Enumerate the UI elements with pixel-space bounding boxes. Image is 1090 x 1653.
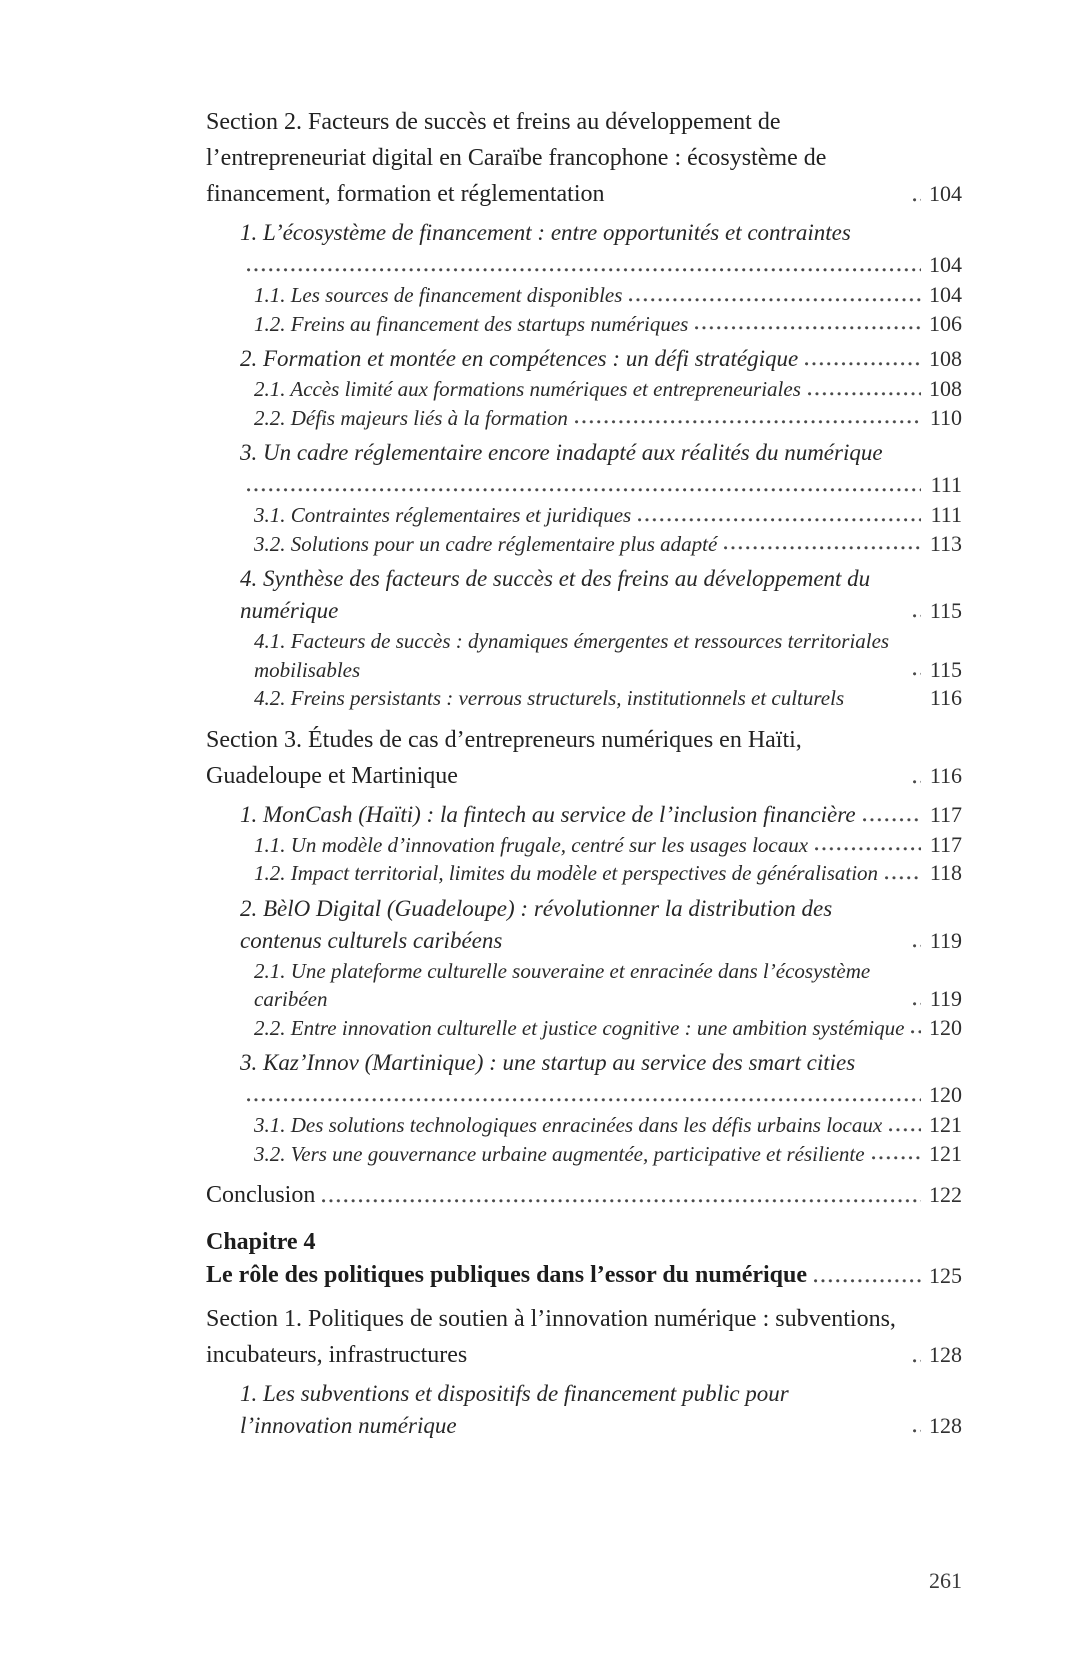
toc-entry-title: 3. Kaz’Innov (Martinique) : une startup au service des smart cities (240, 1050, 856, 1075)
toc-entry-page: 117 (929, 801, 962, 827)
dot-leader (247, 488, 921, 492)
dot-leader (885, 876, 921, 880)
toc-entry (206, 530, 962, 559)
dot-leader (815, 847, 921, 851)
toc-entry (206, 501, 962, 530)
toc-entry-page: 106 (929, 310, 962, 336)
toc-entry (206, 343, 962, 375)
toc-entry-title: Section 1. Politiques de soutien à l’innovation numérique : subventions, incubateurs, infrastructures (206, 1306, 896, 1368)
toc-entry-page: 111 (930, 472, 962, 497)
toc-entry (206, 831, 962, 860)
toc-entry (206, 375, 962, 404)
toc-entry (206, 1378, 962, 1442)
toc-entry-page: 120 (929, 1082, 962, 1107)
toc-entry (206, 1226, 962, 1292)
toc-entry-title: 3.1. Contraintes réglementaires et juridiques (254, 503, 632, 527)
dot-leader (805, 362, 921, 366)
dot-leader (575, 420, 921, 424)
toc-entry-title: 3.2. Solutions pour un cadre réglementaire plus adapté (254, 531, 718, 556)
toc-entry (206, 563, 962, 627)
toc-entry-page: 116 (929, 685, 962, 710)
toc-entry-title: 1.1. Un modèle d’innovation frugale, centré sur les usages locaux (254, 832, 809, 857)
toc-entry (206, 310, 962, 339)
toc-entry (206, 404, 962, 433)
toc-entry-page: 116 (929, 762, 962, 788)
toc-entry-page: 104 (929, 282, 962, 307)
toc-entry-title: 1.2. Impact territorial, limites du modèle et perspectives de généralisation (254, 861, 879, 885)
dot-leader (814, 1279, 921, 1283)
dot-leader (913, 1429, 921, 1433)
toc-entry-page: 117 (929, 831, 962, 857)
toc-entry (206, 627, 962, 684)
toc-entry-page: 108 (929, 376, 962, 401)
toc-entry-page: 128 (929, 1413, 962, 1438)
toc-entry-title: Conclusion (206, 1182, 316, 1208)
toc-entry-title: Le rôle des politiques publiques dans l’essor du numérique (206, 1262, 808, 1288)
toc-entry-page: 121 (929, 1140, 962, 1166)
toc-entry-title: 1. MonCash (Haïti) : la fintech au service de l’inclusion financière (240, 801, 856, 827)
dot-leader (911, 1030, 921, 1034)
toc-entry-page: 108 (929, 346, 962, 371)
toc-entry-title: Section 3. Études de cas d’entrepreneurs numériques en Haïti, Guadeloupe et Martinique (206, 726, 802, 789)
toc-entry-page: 122 (929, 1182, 962, 1207)
toc-entry (206, 1177, 962, 1213)
toc-entry-title: 3.1. Des solutions technologiques enracinées dans les défis urbains locaux (254, 1113, 883, 1137)
dot-leader (808, 392, 921, 396)
toc-entry-title: Section 2. Facteurs de succès et freins au développement de l’entrepreneuriat digital en Caraïbe francophone : écosystème de financement, formation et réglementation (206, 109, 827, 207)
dot-leader (913, 780, 921, 784)
toc-entry (206, 893, 962, 957)
toc-entry-title: 1.1. Les sources de financement disponibles (254, 283, 623, 307)
toc-entry-page: 104 (929, 252, 962, 277)
toc-entry-page: 113 (929, 530, 962, 556)
toc-entry-title: 1. Les subventions et dispositifs de financement public pour l’innovation numérique (240, 1381, 789, 1438)
toc-entry-title: 4.2. Freins persistants : verrous structurels, institutionnels et culturels (254, 686, 845, 710)
toc-entry-page: 120 (929, 1014, 962, 1040)
chapter-title-row (206, 1259, 962, 1292)
toc-entry (206, 684, 962, 713)
dot-leader (724, 546, 921, 550)
footer-page-number: 261 (929, 1568, 962, 1593)
toc-entry (206, 437, 962, 501)
toc-entry-title: 3.2. Vers une gouvernance urbaine augmentée, participative et résiliente (254, 1141, 865, 1166)
toc-entry-page: 118 (929, 860, 962, 885)
dot-leader (863, 818, 921, 822)
toc-entry-page: 110 (929, 404, 962, 430)
toc-entry (206, 217, 962, 281)
toc-entry-page: 115 (929, 656, 962, 682)
toc-entry (206, 104, 962, 212)
toc-entry-page: 111 (930, 502, 962, 527)
toc-entry-title: 3. Un cadre réglementaire encore inadapté aux réalités du numérique (240, 440, 883, 465)
dot-leader (695, 326, 921, 330)
toc-entry-title: 2.2. Entre innovation culturelle et justice cognitive : une ambition systémique (254, 1015, 905, 1040)
toc-entry (206, 957, 962, 1014)
toc-entry-title: 2.1. Accès limité aux formations numériques et entrepreneuriales (254, 377, 801, 401)
dot-leader (913, 672, 921, 676)
toc-entry-title: 2.1. Une plateforme culturelle souveraine et enracinée dans l’écosystème caribéen (254, 958, 871, 1011)
dot-leader (913, 614, 921, 618)
toc-entry (206, 281, 962, 310)
dot-leader (872, 1156, 921, 1160)
toc-entry-title: 2.2. Défis majeurs liés à la formation (254, 405, 568, 430)
toc-entry (206, 1047, 962, 1111)
toc-entry-title: 4.1. Facteurs de succès : dynamiques émergentes et ressources territoriales mobilisables (254, 629, 890, 682)
dot-leader (247, 1098, 921, 1102)
table-of-contents (206, 104, 962, 1442)
toc-entry (206, 722, 962, 794)
toc-entry (206, 1140, 962, 1169)
toc-entry-page: 119 (929, 927, 962, 953)
dot-leader (322, 1199, 921, 1203)
dot-leader (851, 701, 921, 705)
dot-leader (913, 1359, 921, 1363)
dot-leader (247, 268, 921, 272)
toc-entry-page: 128 (929, 1342, 962, 1367)
dot-leader (889, 1128, 921, 1132)
toc-entry (206, 1014, 962, 1043)
toc-entry-page: 115 (929, 598, 962, 623)
toc-entry-title: 4. Synthèse des facteurs de succès et des freins au développement du numérique (240, 566, 871, 623)
toc-entry-page: 125 (929, 1263, 962, 1288)
toc-entry (206, 1301, 962, 1373)
toc-entry (206, 859, 962, 888)
dot-leader (629, 298, 921, 302)
dot-leader (913, 944, 921, 948)
dot-leader (913, 198, 921, 202)
dot-leader (913, 1002, 921, 1006)
toc-entry-title: 1.2. Freins au financement des startups numériques (254, 311, 689, 336)
toc-entry-title: 2. BèlO Digital (Guadeloupe) : révolutionner la distribution des contenus culturels caribéens (240, 895, 833, 953)
toc-entry-page: 121 (929, 1112, 962, 1137)
chapter-number-line: Chapitre 4 (206, 1229, 316, 1255)
toc-entry (206, 1111, 962, 1140)
dot-leader (638, 518, 921, 522)
toc-entry-title: 1. L’écosystème de financement : entre opportunités et contraintes (240, 220, 851, 245)
toc-entry (206, 799, 962, 831)
toc-entry-page: 104 (929, 181, 962, 206)
toc-entry-title: 2. Formation et montée en compétences : un défi stratégique (240, 346, 799, 371)
toc-entry-page: 119 (929, 986, 962, 1011)
